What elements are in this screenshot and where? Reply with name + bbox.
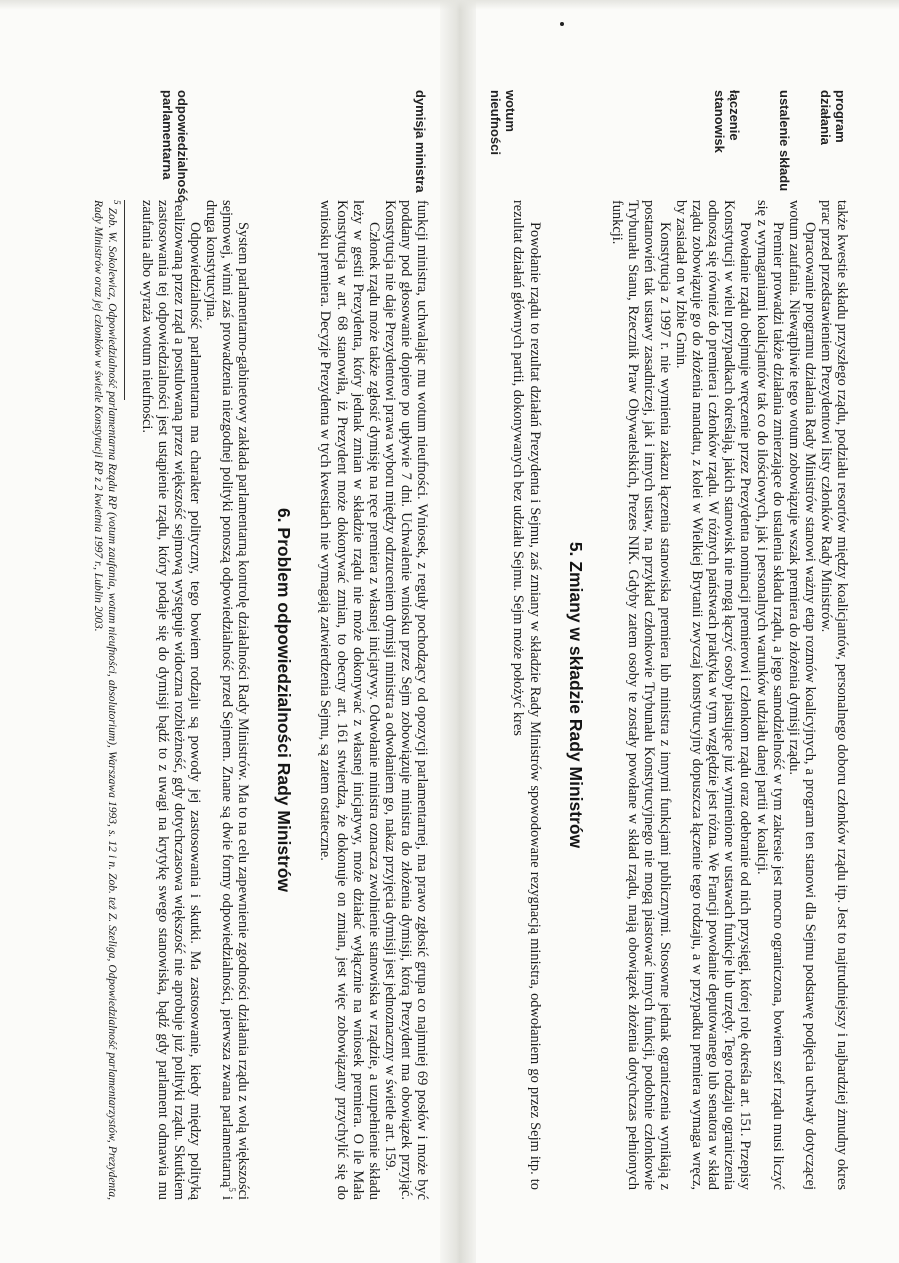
right-page-body <box>60 200 430 1220</box>
paragraph: Opracowanie programu działania Rady Ministrów stanowi ważny etap rozmów koalicyjnych, a program ten stanowi dla Sejmu podstawę podjęcia uchwały dotyczącej wotum zaufania. Niewątpliwie tego wotum zobowiązuje wszak premiera do złożenia dymisji rządu. <box>785 200 818 1190</box>
paragraph: Powołanie rządu to rezultat działań Prezydenta i Sejmu, zaś zmiany w składzie Rady Ministrów spowodowane rezygnacją ministra, odwołaniem go przez Sejm itp. to rezultat działań głównych partii, dokonywanych bez udziału Sejmu. Sejm może położyć kres <box>510 200 543 1190</box>
left-page-margin <box>460 50 850 200</box>
footnote-rule <box>124 200 125 400</box>
margin-note-laczenie: łączenie stanowisk <box>712 90 742 153</box>
paragraph: Konstytucja z 1997 r. nie wymienia zakazu łączenia stanowiska premiera lub ministra z innymi funkcjami publicznymi. Stosowne jednak ograniczenia wynikają z postanowień tak ustawy zasadniczej, jak i innych ustaw, na przykład członkowie Trybunału Konstytucyjnego nie mogą piastować innych funkcji, podobnie członkowie Trybunału Stanu, Rzecznik Praw Obywatelskich, Prezes NIK. Gdyby zatem osoby te zostały powołane w skład rządu, mają obowiązek złożenia dotychczas pełnionych funkcji. <box>608 200 673 1190</box>
margin-note-program: program działania <box>818 90 848 145</box>
footnote-text: Zob. W. Sokolewicz, Odpowiedzialność parlamentarna Rządu RP (votum zaufania, wotum nieufności, absolutorium), Warszawa 1993, s. 12 i n. Zob. też Z. Szeliga, Odpowiedzialność parlamentarzystów, Prezydenta, Rady Ministrów oraz jej członków w świetle Konstytucji RP z 2 kwietnia 1997 r., Lublin 2003. <box>92 200 118 1200</box>
right-page <box>60 50 430 1220</box>
footnote-marker: 5 <box>111 200 122 205</box>
margin-note-ustalenie: ustalenie składu <box>777 90 792 192</box>
paragraph: Odpowiedzialność parlamentarna ma charakter polityczny, tego bowiem rodzaju są powody jej zastosowania i skutki. Ma zastosowanie, kiedy między polityką realizowaną przez rząd a postulowaną przez większość sejmową występuje widoczna rozbieżność, gdy dotychczasowa większość nie aprobuje już polityki rządu. Skutkiem zastosowania tej odpowiedzialności jest ustąpienie rządu, który podaje się do dymisji bądź to z uwagi na krytykę swego stanowiska, bądź gdy parlament odmawia mu zaufania albo wyraża wotum nieufności. <box>138 200 204 1200</box>
right-page-margin <box>60 50 430 200</box>
paragraph <box>203 200 251 1200</box>
scan-speck <box>560 22 564 26</box>
paragraph: także kwestie składu przyszłego rządu, podziału resortów między koalicjantów, personalnego doboru członków rządu itp. Jest to najtrudniejszy i najbardziej żmudny okres prac przed przedstawieniem Prezydentowi listy członków Rady Ministrów. <box>817 200 850 1190</box>
left-page <box>460 50 850 1210</box>
margin-note-dymisja: dymisja ministra <box>413 90 428 193</box>
section-heading-6: 6. Problem odpowiedzialności Rady Ministrów <box>274 507 295 893</box>
paragraph: funkcji ministra, uchwalając mu wotum nieufności. Wniosek, z reguły pochodzący od opozycji parlamentarnej, ma prawo zgłosić grupa co najmniej 69 posłów i może być poddany pod głosowanie dopiero po upływie 7 dni. Uchwalenie wniosku przez Sejm zobowiązuje ministra do złożenia dymisji, którą Prezydent ma obowiązek przyjąć. Konstytucja nie daje Prezydentowi prawa wyboru między odrzuceniem dymisji ministra a odwołaniem go, nakaz przyjęcia dymisji jest jednoznaczny w świetle art. 159. <box>381 200 430 1200</box>
scan-edge-shadow <box>0 0 899 10</box>
margin-note-odpowiedzialnosc: odpowiedzialność parlamentarna <box>160 90 190 202</box>
margin-note-wotum: wotum nieufności <box>488 90 518 156</box>
footnote <box>91 200 122 1200</box>
paragraph: Premier prowadzi także działania zmierzające do ustalenia składu rządu, a jego samodzielność w tym zakresie jest mocno ograniczona, bowiem szef rządu musi liczyć się z wymaganiami koalicjantów tak co do ilościowych, jak i personalnych warunków udziału danej partii w koalicji. <box>753 200 786 1190</box>
paragraph-tail: i druga konstytucyjna. <box>203 200 236 1200</box>
paragraph: Powołanie rządu obejmuje wręczenie przez Prezydenta nominacji premierowi i członkom rządu oraz odebranie od nich przysięgi, której rolę określa art. 151. Przepisy Konstytucji w wielu przypadkach określają, jakich stanowisk nie mogą łączyć osoby piastujące już wymienione w ustawach funkcje lub urzędy. Tego rodzaju ograniczenia odnoszą się również do premiera i członków rządu. W różnych państwach praktyka w tym względzie jest różna. We Francji powołanie deputowanego lub senatora w skład rządu zobowiązuje go do złożenia mandatu, z kolei w Wielkiej Brytanii zwyczaj konstytucyjny dopuszcza łączenie tego rodzaju, a w przypadku premiera wymaga wręcz, by zasiadał on w Izbie Gmin. <box>673 200 754 1190</box>
footnotes <box>91 200 125 1200</box>
footnote-ref: 5 <box>227 1187 238 1192</box>
paragraph: Członek rządu może także zgłosić dymisję na ręce premiera z własnej inicjatywy. Odwołanie ministra oznacza zwolnienie stanowiska w rządzie, a uzupełnienie składu leży w gestii Prezydenta, który jednak zmian w składzie rządu nie może dokonywać z własnej inicjatywy, może działać wyłącznie na wniosek premiera. O ile Mała Konstytucja w art. 68 stanowiła, iż Prezydent może dokonywać zmian, to obecny art. 161 stwierdza, że dokonuje on zmian, jest więc zobowiązany przychylić się do wniosku premiera. Decyzje Prezydenta w tych kwestiach nie wymagają zatwierdzenia Sejmu, są zatem ostateczne. <box>317 200 382 1200</box>
section-heading-5: 5. Zmiany w składzie Rady Ministrów <box>565 541 586 849</box>
paragraph-text: System parlamentarno-gabinetowy zakłada parlamentarną kontrolę działalności Rady Ministrów. Ma to na celu zapewnienie zgodności działania rządu z wolą większości sejmowej, winni zaś prowadzenia niezgodnej polityki ponoszą odpowiedzialność przed Sejmem. Znane są dwie formy odpowiedzialności, pierwsza zwana parlamentarną <box>219 200 252 1200</box>
left-page-body <box>460 200 850 1210</box>
